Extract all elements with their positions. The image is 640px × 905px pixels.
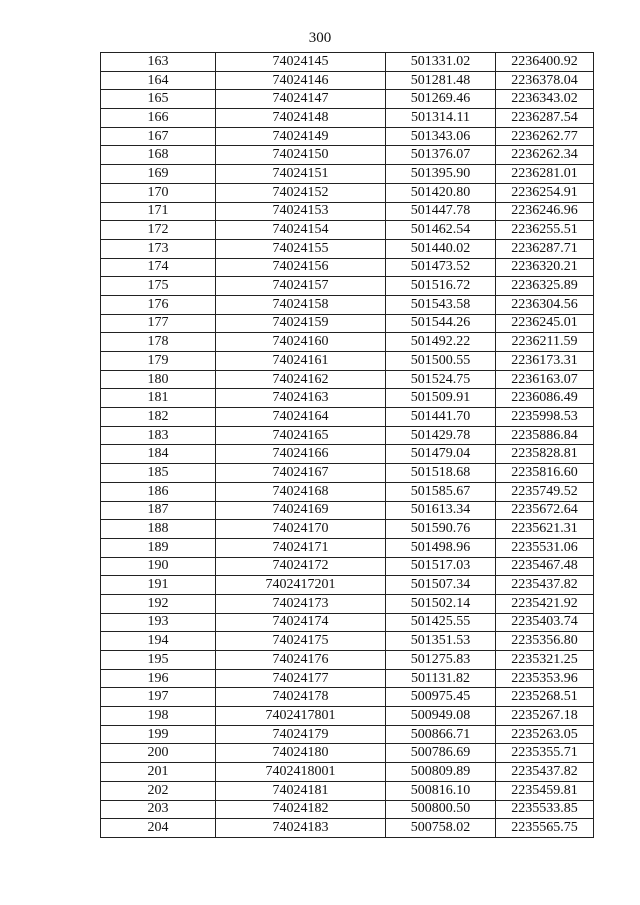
y-coordinate-cell: 2236086.49 [496, 389, 594, 408]
y-coordinate-cell: 2236245.01 [496, 314, 594, 333]
x-coordinate-cell: 501518.68 [386, 464, 496, 483]
y-coordinate-cell: 2235356.80 [496, 632, 594, 651]
point-code-cell: 74024178 [216, 688, 386, 707]
x-coordinate-cell: 501613.34 [386, 501, 496, 520]
y-coordinate-cell: 2236343.02 [496, 90, 594, 109]
x-coordinate-cell: 501524.75 [386, 370, 496, 389]
table-row [101, 389, 594, 408]
point-number-cell: 170 [101, 183, 216, 202]
y-coordinate-cell: 2236163.07 [496, 370, 594, 389]
point-number-cell: 203 [101, 800, 216, 819]
table-row [101, 408, 594, 427]
table-row [101, 501, 594, 520]
point-number-cell: 165 [101, 90, 216, 109]
point-code-cell: 74024157 [216, 277, 386, 296]
point-code-cell: 74024148 [216, 109, 386, 128]
x-coordinate-cell: 500800.50 [386, 800, 496, 819]
point-number-cell: 201 [101, 763, 216, 782]
x-coordinate-cell: 501585.67 [386, 482, 496, 501]
table-row [101, 277, 594, 296]
y-coordinate-cell: 2236378.04 [496, 71, 594, 90]
table-row [101, 819, 594, 838]
table-row [101, 426, 594, 445]
x-coordinate-cell: 501473.52 [386, 258, 496, 277]
point-number-cell: 183 [101, 426, 216, 445]
point-number-cell: 188 [101, 520, 216, 539]
point-number-cell: 202 [101, 781, 216, 800]
table-row [101, 258, 594, 277]
table-row [101, 744, 594, 763]
point-code-cell: 74024147 [216, 90, 386, 109]
y-coordinate-cell: 2236262.77 [496, 127, 594, 146]
point-code-cell: 74024180 [216, 744, 386, 763]
point-code-cell: 74024172 [216, 557, 386, 576]
point-number-cell: 180 [101, 370, 216, 389]
point-code-cell: 74024181 [216, 781, 386, 800]
point-number-cell: 166 [101, 109, 216, 128]
table-row [101, 707, 594, 726]
y-coordinate-cell: 2235828.81 [496, 445, 594, 464]
point-code-cell: 74024158 [216, 295, 386, 314]
y-coordinate-cell: 2235267.18 [496, 707, 594, 726]
y-coordinate-cell: 2236211.59 [496, 333, 594, 352]
table-row [101, 669, 594, 688]
y-coordinate-cell: 2235565.75 [496, 819, 594, 838]
x-coordinate-cell: 501590.76 [386, 520, 496, 539]
x-coordinate-cell: 501331.02 [386, 53, 496, 72]
table-row [101, 333, 594, 352]
point-code-cell: 74024153 [216, 202, 386, 221]
point-code-cell: 74024174 [216, 613, 386, 632]
point-code-cell: 74024145 [216, 53, 386, 72]
x-coordinate-cell: 501462.54 [386, 221, 496, 240]
point-number-cell: 167 [101, 127, 216, 146]
point-code-cell: 74024183 [216, 819, 386, 838]
y-coordinate-cell: 2236173.31 [496, 352, 594, 371]
x-coordinate-cell: 501543.58 [386, 295, 496, 314]
y-coordinate-cell: 2235816.60 [496, 464, 594, 483]
x-coordinate-cell: 500816.10 [386, 781, 496, 800]
point-number-cell: 191 [101, 576, 216, 595]
point-number-cell: 204 [101, 819, 216, 838]
y-coordinate-cell: 2236400.92 [496, 53, 594, 72]
table-row [101, 90, 594, 109]
y-coordinate-cell: 2235672.64 [496, 501, 594, 520]
x-coordinate-cell: 501479.04 [386, 445, 496, 464]
x-coordinate-cell: 501440.02 [386, 239, 496, 258]
point-code-cell: 74024173 [216, 594, 386, 613]
table-row [101, 651, 594, 670]
x-coordinate-cell: 501281.48 [386, 71, 496, 90]
point-number-cell: 195 [101, 651, 216, 670]
point-number-cell: 169 [101, 165, 216, 184]
table-row [101, 352, 594, 371]
page-number: 300 [308, 30, 332, 46]
x-coordinate-cell: 501516.72 [386, 277, 496, 296]
point-number-cell: 185 [101, 464, 216, 483]
x-coordinate-cell: 501517.03 [386, 557, 496, 576]
x-coordinate-cell: 501500.55 [386, 352, 496, 371]
point-code-cell: 74024170 [216, 520, 386, 539]
x-coordinate-cell: 501429.78 [386, 426, 496, 445]
table-row [101, 53, 594, 72]
y-coordinate-cell: 2235437.82 [496, 576, 594, 595]
x-coordinate-cell: 500786.69 [386, 744, 496, 763]
x-coordinate-cell: 501376.07 [386, 146, 496, 165]
point-code-cell: 74024182 [216, 800, 386, 819]
y-coordinate-cell: 2235355.71 [496, 744, 594, 763]
x-coordinate-cell: 501441.70 [386, 408, 496, 427]
table-row [101, 221, 594, 240]
point-number-cell: 189 [101, 538, 216, 557]
y-coordinate-cell: 2235353.96 [496, 669, 594, 688]
point-code-cell: 74024149 [216, 127, 386, 146]
point-code-cell: 7402418001 [216, 763, 386, 782]
x-coordinate-cell: 501425.55 [386, 613, 496, 632]
table-row [101, 146, 594, 165]
table-row [101, 520, 594, 539]
point-number-cell: 177 [101, 314, 216, 333]
point-number-cell: 187 [101, 501, 216, 520]
point-code-cell: 74024156 [216, 258, 386, 277]
table-row [101, 725, 594, 744]
x-coordinate-cell: 501498.96 [386, 538, 496, 557]
point-number-cell: 192 [101, 594, 216, 613]
point-number-cell: 193 [101, 613, 216, 632]
x-coordinate-cell: 501507.34 [386, 576, 496, 595]
table-row [101, 538, 594, 557]
table-row [101, 202, 594, 221]
table-row [101, 109, 594, 128]
table-row [101, 464, 594, 483]
y-coordinate-cell: 2235531.06 [496, 538, 594, 557]
y-coordinate-cell: 2236246.96 [496, 202, 594, 221]
point-number-cell: 190 [101, 557, 216, 576]
x-coordinate-cell: 501420.80 [386, 183, 496, 202]
point-code-cell: 74024160 [216, 333, 386, 352]
y-coordinate-cell: 2235886.84 [496, 426, 594, 445]
point-number-cell: 196 [101, 669, 216, 688]
point-code-cell: 74024152 [216, 183, 386, 202]
y-coordinate-cell: 2235998.53 [496, 408, 594, 427]
point-number-cell: 182 [101, 408, 216, 427]
point-number-cell: 176 [101, 295, 216, 314]
point-code-cell: 74024163 [216, 389, 386, 408]
table-row [101, 71, 594, 90]
x-coordinate-cell: 501544.26 [386, 314, 496, 333]
point-code-cell: 7402417801 [216, 707, 386, 726]
point-number-cell: 168 [101, 146, 216, 165]
x-coordinate-cell: 501275.83 [386, 651, 496, 670]
point-number-cell: 173 [101, 239, 216, 258]
point-code-cell: 74024168 [216, 482, 386, 501]
x-coordinate-cell: 501502.14 [386, 594, 496, 613]
x-coordinate-cell: 500949.08 [386, 707, 496, 726]
table-row [101, 295, 594, 314]
y-coordinate-cell: 2236287.71 [496, 239, 594, 258]
point-code-cell: 74024176 [216, 651, 386, 670]
point-code-cell: 7402417201 [216, 576, 386, 595]
point-number-cell: 164 [101, 71, 216, 90]
point-number-cell: 199 [101, 725, 216, 744]
x-coordinate-cell: 501269.46 [386, 90, 496, 109]
y-coordinate-cell: 2235421.92 [496, 594, 594, 613]
x-coordinate-cell: 501131.82 [386, 669, 496, 688]
point-number-cell: 171 [101, 202, 216, 221]
point-number-cell: 179 [101, 352, 216, 371]
table-row [101, 127, 594, 146]
coordinate-table-body [101, 53, 594, 838]
y-coordinate-cell: 2236281.01 [496, 165, 594, 184]
table-row [101, 165, 594, 184]
x-coordinate-cell: 501447.78 [386, 202, 496, 221]
table-row [101, 370, 594, 389]
point-number-cell: 194 [101, 632, 216, 651]
x-coordinate-cell: 500866.71 [386, 725, 496, 744]
table-row [101, 632, 594, 651]
table-row [101, 763, 594, 782]
y-coordinate-cell: 2236287.54 [496, 109, 594, 128]
x-coordinate-cell: 501395.90 [386, 165, 496, 184]
y-coordinate-cell: 2235321.25 [496, 651, 594, 670]
table-row [101, 576, 594, 595]
point-number-cell: 186 [101, 482, 216, 501]
table-row [101, 688, 594, 707]
point-number-cell: 181 [101, 389, 216, 408]
point-number-cell: 198 [101, 707, 216, 726]
table-row [101, 781, 594, 800]
point-number-cell: 197 [101, 688, 216, 707]
point-code-cell: 74024159 [216, 314, 386, 333]
point-code-cell: 74024151 [216, 165, 386, 184]
y-coordinate-cell: 2235621.31 [496, 520, 594, 539]
point-number-cell: 178 [101, 333, 216, 352]
x-coordinate-cell: 501509.91 [386, 389, 496, 408]
x-coordinate-cell: 501343.06 [386, 127, 496, 146]
y-coordinate-cell: 2236304.56 [496, 295, 594, 314]
point-code-cell: 74024146 [216, 71, 386, 90]
point-code-cell: 74024179 [216, 725, 386, 744]
x-coordinate-cell: 501314.11 [386, 109, 496, 128]
point-code-cell: 74024167 [216, 464, 386, 483]
y-coordinate-cell: 2236262.34 [496, 146, 594, 165]
table-row [101, 800, 594, 819]
point-code-cell: 74024155 [216, 239, 386, 258]
point-number-cell: 163 [101, 53, 216, 72]
point-number-cell: 184 [101, 445, 216, 464]
y-coordinate-cell: 2235459.81 [496, 781, 594, 800]
x-coordinate-cell: 500809.89 [386, 763, 496, 782]
table-row [101, 557, 594, 576]
table-row [101, 613, 594, 632]
y-coordinate-cell: 2235533.85 [496, 800, 594, 819]
point-number-cell: 200 [101, 744, 216, 763]
table-row [101, 183, 594, 202]
x-coordinate-cell: 500758.02 [386, 819, 496, 838]
y-coordinate-cell: 2236320.21 [496, 258, 594, 277]
point-code-cell: 74024164 [216, 408, 386, 427]
point-code-cell: 74024177 [216, 669, 386, 688]
y-coordinate-cell: 2235263.05 [496, 725, 594, 744]
table-row [101, 445, 594, 464]
y-coordinate-cell: 2236254.91 [496, 183, 594, 202]
table-row [101, 314, 594, 333]
point-code-cell: 74024154 [216, 221, 386, 240]
y-coordinate-cell: 2236255.51 [496, 221, 594, 240]
point-code-cell: 74024150 [216, 146, 386, 165]
point-code-cell: 74024165 [216, 426, 386, 445]
point-code-cell: 74024166 [216, 445, 386, 464]
point-number-cell: 172 [101, 221, 216, 240]
y-coordinate-cell: 2235403.74 [496, 613, 594, 632]
point-number-cell: 174 [101, 258, 216, 277]
y-coordinate-cell: 2235749.52 [496, 482, 594, 501]
y-coordinate-cell: 2235437.82 [496, 763, 594, 782]
x-coordinate-cell: 501351.53 [386, 632, 496, 651]
y-coordinate-cell: 2236325.89 [496, 277, 594, 296]
coordinate-table [100, 52, 594, 838]
table-row [101, 594, 594, 613]
y-coordinate-cell: 2235467.48 [496, 557, 594, 576]
point-code-cell: 74024175 [216, 632, 386, 651]
y-coordinate-cell: 2235268.51 [496, 688, 594, 707]
x-coordinate-cell: 501492.22 [386, 333, 496, 352]
table-row [101, 239, 594, 258]
point-code-cell: 74024171 [216, 538, 386, 557]
table-row [101, 482, 594, 501]
x-coordinate-cell: 500975.45 [386, 688, 496, 707]
point-code-cell: 74024169 [216, 501, 386, 520]
point-code-cell: 74024162 [216, 370, 386, 389]
point-code-cell: 74024161 [216, 352, 386, 371]
point-number-cell: 175 [101, 277, 216, 296]
